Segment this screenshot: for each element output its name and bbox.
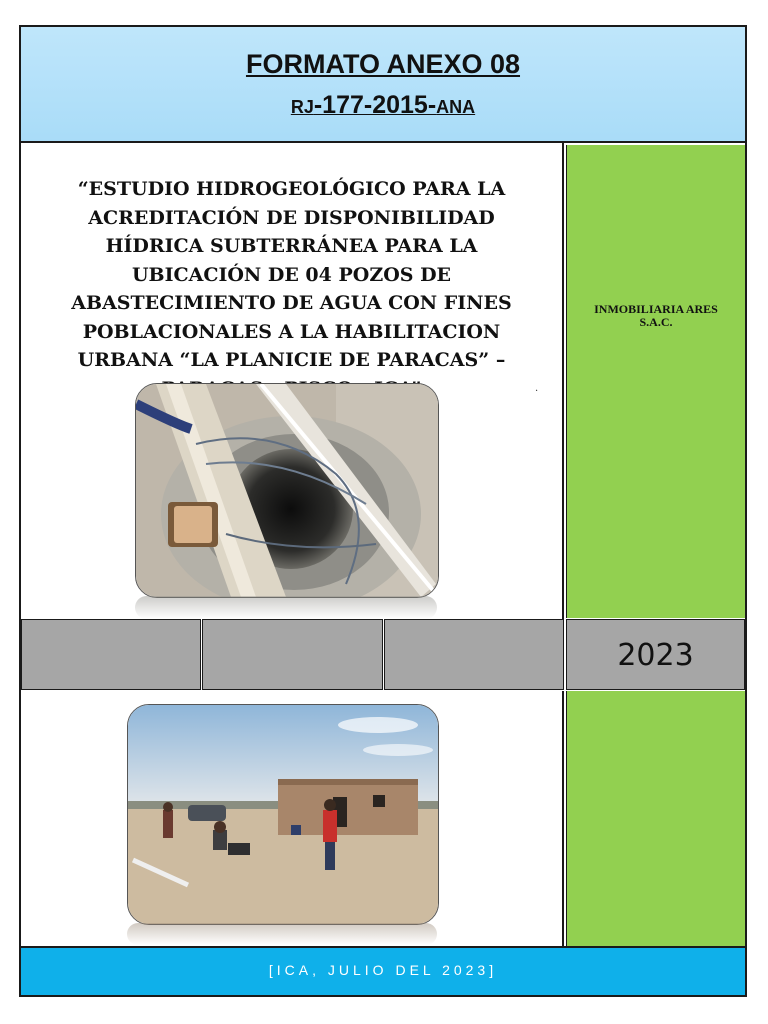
study-title: “ESTUDIO HIDROGEOLÓGICO PARA LA ACREDITACIÓN DE DISPONIBILIDAD HÍDRICA SUBTERRÁNEA PARA LA UBICACIÓN DE 04 POZOS DE ABASTECIMIENTO DE AGUA CON FINES POBLACIONALES A LA HABILITACION URBANA “LA PLANICIE DE PARACAS” –	[71, 178, 512, 371]
grey-cell-2	[202, 619, 383, 690]
stray-dot: .	[535, 383, 539, 394]
resolution-number: -177-2015-	[313, 91, 437, 119]
company-name-line2: S.A.C.	[639, 315, 673, 329]
grey-cell-3	[384, 619, 564, 690]
header-banner	[21, 27, 745, 143]
green-panel-bottom	[566, 691, 745, 946]
resolution-prefix: RJ	[290, 97, 314, 117]
well-photo-image	[136, 384, 438, 597]
field-work-photo	[127, 704, 439, 925]
company-name	[577, 303, 735, 329]
footer-banner	[21, 946, 745, 995]
grey-cell-1	[21, 619, 201, 690]
resolution-suffix: ANA	[436, 97, 476, 117]
well-photo-reflection	[135, 596, 437, 619]
year-cell	[566, 619, 745, 690]
resolution-code	[21, 91, 745, 120]
company-panel	[566, 145, 745, 618]
year-label: 2023	[617, 638, 694, 673]
company-name-line1: INMOBILIARIA ARES	[594, 302, 718, 316]
well-photo	[135, 383, 439, 598]
field-work-photo-reflection	[127, 923, 437, 945]
footer-location-date: [ICA, JULIO DEL 2023]	[268, 962, 498, 978]
field-work-photo-image	[128, 705, 438, 924]
document-title: FORMATO ANEXO 08	[245, 49, 521, 79]
